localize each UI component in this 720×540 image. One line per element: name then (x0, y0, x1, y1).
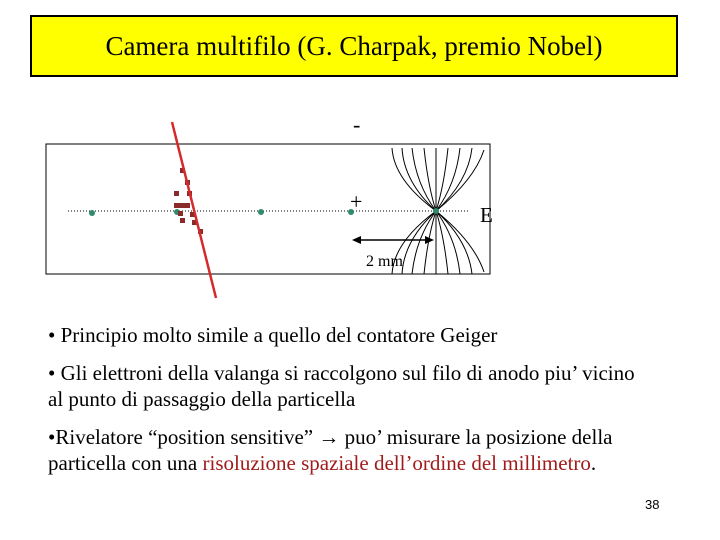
distance-label: 2 mm (366, 253, 403, 270)
bullet-list (48, 322, 648, 488)
slide-number: 38 (645, 497, 660, 512)
slide-title: Camera multifilo (G. Charpak, premio Nobel) (105, 30, 603, 61)
bullet-text: . (590, 451, 597, 475)
bullet-item (48, 424, 648, 476)
cathode-minus-label: - (353, 112, 361, 137)
right-arrow-icon: → (318, 425, 340, 449)
anode-wire-dot (89, 210, 95, 216)
bullet-text: puo’ misurare la posizione della particella con una (48, 425, 613, 475)
field-label: E (480, 203, 493, 227)
bullet-text: •Rivelatore “position sensitive” (48, 425, 319, 449)
bullet-item: • Gli elettroni della valanga si raccolgono sul filo di anodo piu’ vicino al punto di passaggio della particella (48, 361, 635, 411)
anode-plus-label: + (350, 189, 363, 214)
highlighted-text: risoluzione spaziale dell’ordine del millimetro (202, 451, 591, 475)
bullet-item: • Principio molto simile a quello del contatore Geiger (48, 323, 498, 347)
anode-wire-dot (258, 209, 264, 215)
anode-wire-dot (433, 208, 439, 214)
chamber-frame (46, 144, 490, 274)
